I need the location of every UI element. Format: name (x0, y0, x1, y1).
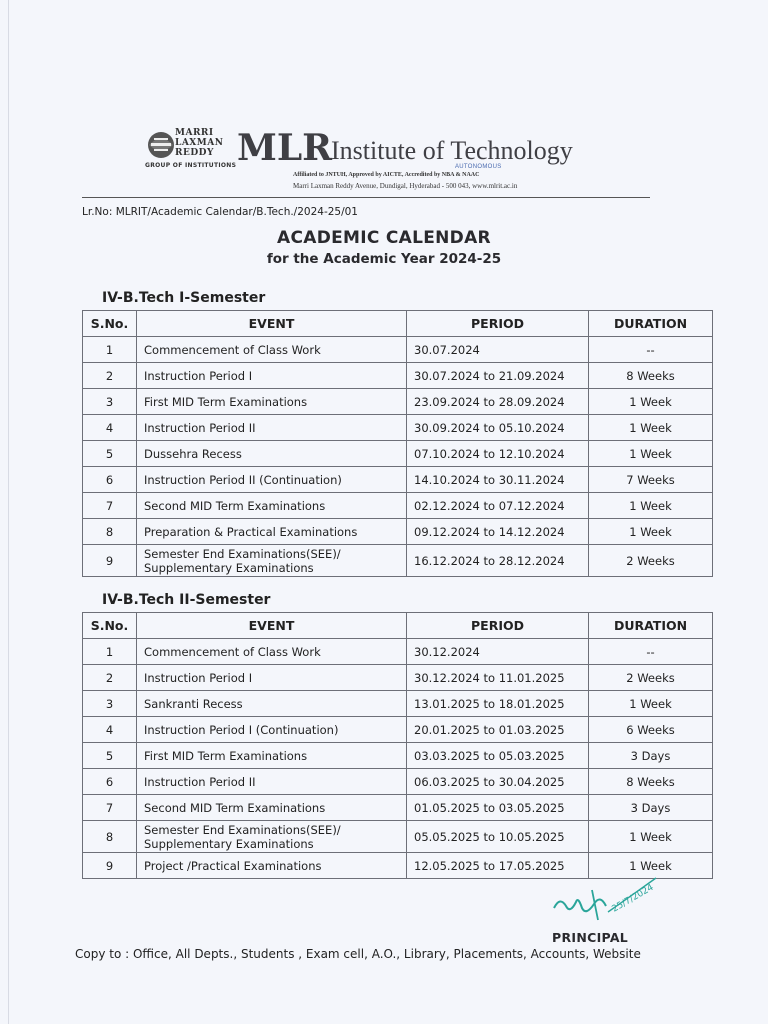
cell-event: Instruction Period I (Continuation) (137, 717, 407, 743)
cell-sno: 7 (83, 493, 137, 519)
reference-number: Lr.No: MLRIT/Academic Calendar/B.Tech./2024-25/01 (82, 206, 358, 218)
cell-event: Instruction Period II (137, 769, 407, 795)
header-duration: DURATION (589, 613, 713, 639)
document-subtitle: for the Academic Year 2024-25 (266, 251, 502, 267)
cell-event: Instruction Period I (137, 665, 407, 691)
table-row (83, 743, 713, 769)
document-title: ACADEMIC CALENDAR (277, 228, 491, 248)
cell-event: Commencement of Class Work (137, 639, 407, 665)
table-row (83, 639, 713, 665)
table-row (83, 389, 713, 415)
logo-line-1: MARRI (175, 128, 214, 138)
table-row (83, 467, 713, 493)
institute-header (145, 128, 615, 196)
header-sno: S.No. (83, 311, 137, 337)
cell-sno: 5 (83, 743, 137, 769)
cell-sno: 6 (83, 467, 137, 493)
header-duration: DURATION (589, 311, 713, 337)
cell-period: 02.12.2024 to 07.12.2024 (407, 493, 589, 519)
logo-emblem-icon (145, 130, 177, 160)
cell-duration: 7 Weeks (589, 467, 713, 493)
logo-line-3: REDDY (175, 148, 214, 158)
cell-period: 13.01.2025 to 18.01.2025 (407, 691, 589, 717)
cell-sno: 8 (83, 821, 137, 853)
table-row (83, 691, 713, 717)
cell-period: 30.12.2024 (407, 639, 589, 665)
scan-edge (8, 0, 9, 1024)
cell-duration: 1 Week (589, 691, 713, 717)
header-sno: S.No. (83, 613, 137, 639)
cell-event: Semester End Examinations(SEE)/ Supplementary Examinations (137, 545, 407, 577)
logo-group-text: GROUP OF INSTITUTIONS (145, 162, 237, 169)
cell-duration: 1 Week (589, 853, 713, 879)
semester-2-title: IV-B.Tech II-Semester (102, 592, 271, 608)
cell-sno: 2 (83, 665, 137, 691)
cell-event: First MID Term Examinations (137, 389, 407, 415)
table-header-row (83, 311, 713, 337)
principal-label: PRINCIPAL (552, 930, 629, 945)
table-header-row (83, 613, 713, 639)
cell-period: 07.10.2024 to 12.10.2024 (407, 441, 589, 467)
cell-period: 14.10.2024 to 30.11.2024 (407, 467, 589, 493)
table-row (83, 821, 713, 853)
cell-event: Instruction Period I (137, 363, 407, 389)
cell-sno: 6 (83, 769, 137, 795)
header-event: EVENT (137, 311, 407, 337)
table-row (83, 769, 713, 795)
autonomous-label: AUTONOMOUS (455, 164, 502, 170)
table-row (83, 415, 713, 441)
header-event: EVENT (137, 613, 407, 639)
cell-event: Instruction Period II (Continuation) (137, 467, 407, 493)
cell-duration: 3 Days (589, 743, 713, 769)
cell-duration: 6 Weeks (589, 717, 713, 743)
semester-1-title: IV-B.Tech I-Semester (102, 290, 266, 306)
cell-period: 12.05.2025 to 17.05.2025 (407, 853, 589, 879)
cell-event: Semester End Examinations(SEE)/ Supplementary Examinations (137, 821, 407, 853)
cell-sno: 8 (83, 519, 137, 545)
cell-sno: 4 (83, 717, 137, 743)
cell-period: 23.09.2024 to 28.09.2024 (407, 389, 589, 415)
table-row (83, 519, 713, 545)
cell-duration: 3 Days (589, 795, 713, 821)
semester-1-table (82, 310, 713, 577)
cell-duration: 2 Weeks (589, 545, 713, 577)
cell-duration: 1 Week (589, 519, 713, 545)
affiliation-text: Affiliated to JNTUH, Approved by AICTE, Accredited by NBA & NAAC (293, 172, 480, 178)
cell-period: 05.05.2025 to 10.05.2025 (407, 821, 589, 853)
cell-period: 30.07.2024 to 21.09.2024 (407, 363, 589, 389)
cell-sno: 9 (83, 545, 137, 577)
cell-sno: 2 (83, 363, 137, 389)
cell-period: 03.03.2025 to 05.03.2025 (407, 743, 589, 769)
cell-event: Sankranti Recess (137, 691, 407, 717)
cell-duration: 1 Week (589, 493, 713, 519)
cell-duration: 1 Week (589, 441, 713, 467)
cell-period: 01.05.2025 to 03.05.2025 (407, 795, 589, 821)
cell-sno: 4 (83, 415, 137, 441)
brand-short: MLR (237, 127, 333, 169)
cell-period: 16.12.2024 to 28.12.2024 (407, 545, 589, 577)
cell-duration: 8 Weeks (589, 363, 713, 389)
cell-period: 30.07.2024 (407, 337, 589, 363)
table-row (83, 795, 713, 821)
cell-duration: 2 Weeks (589, 665, 713, 691)
cell-sno: 3 (83, 389, 137, 415)
table-row (83, 363, 713, 389)
header-period: PERIOD (407, 311, 589, 337)
cell-sno: 3 (83, 691, 137, 717)
cell-period: 30.12.2024 to 11.01.2025 (407, 665, 589, 691)
logo-text (175, 128, 223, 158)
cell-duration: 1 Week (589, 389, 713, 415)
table-row (83, 441, 713, 467)
svg-text:25/7/2024: 25/7/2024 (610, 882, 656, 915)
cell-period: 09.12.2024 to 14.12.2024 (407, 519, 589, 545)
cell-duration: 1 Week (589, 415, 713, 441)
logo-line-2: LAXMAN (175, 138, 224, 148)
cell-event: Second MID Term Examinations (137, 795, 407, 821)
header-divider (82, 197, 650, 198)
cell-sno: 1 (83, 337, 137, 363)
address-text: Marri Laxman Reddy Avenue, Dundigal, Hyderabad - 500 043, www.mlrit.ac.in (293, 182, 518, 190)
cell-event: Project /Practical Examinations (137, 853, 407, 879)
principal-signature-icon (548, 868, 668, 930)
cell-event: Second MID Term Examinations (137, 493, 407, 519)
table-row (83, 665, 713, 691)
cell-sno: 7 (83, 795, 137, 821)
table-row (83, 337, 713, 363)
cell-duration: 1 Week (589, 821, 713, 853)
cell-period: 06.03.2025 to 30.04.2025 (407, 769, 589, 795)
cell-duration: -- (589, 337, 713, 363)
cell-event: Instruction Period II (137, 415, 407, 441)
table-row (83, 717, 713, 743)
cell-sno: 9 (83, 853, 137, 879)
copy-to-line: Copy to : Office, All Depts., Students , Exam cell, A.O., Library, Placements, Accounts, Website (75, 947, 641, 961)
cell-sno: 5 (83, 441, 137, 467)
cell-event: Preparation & Practical Examinations (137, 519, 407, 545)
cell-period: 30.09.2024 to 05.10.2024 (407, 415, 589, 441)
cell-sno: 1 (83, 639, 137, 665)
cell-duration: -- (589, 639, 713, 665)
table-row (83, 545, 713, 577)
semester-2-table (82, 612, 713, 879)
cell-event: First MID Term Examinations (137, 743, 407, 769)
table-row (83, 493, 713, 519)
header-period: PERIOD (407, 613, 589, 639)
cell-period: 20.01.2025 to 01.03.2025 (407, 717, 589, 743)
cell-event: Commencement of Class Work (137, 337, 407, 363)
brand-name: Institute of Technology (331, 136, 573, 165)
cell-duration: 8 Weeks (589, 769, 713, 795)
cell-event: Dussehra Recess (137, 441, 407, 467)
